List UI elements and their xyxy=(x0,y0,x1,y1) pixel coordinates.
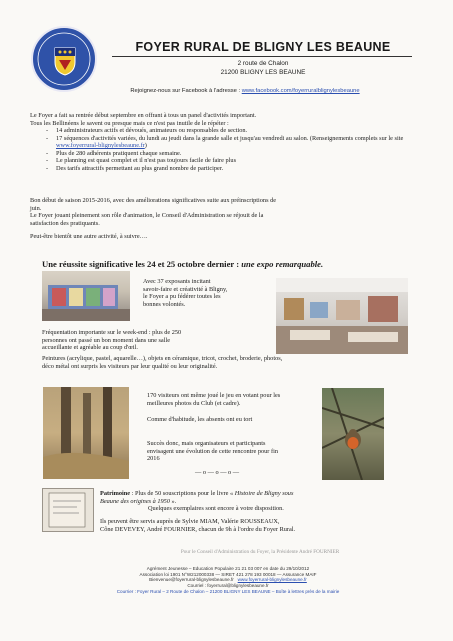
intro-line: Le Foyer a fait sa rentrée début septembre en offrant à tous un panel d'activités important. xyxy=(30,112,257,119)
section-separator: — o — o — o — xyxy=(195,469,240,476)
season-line: Bon début de saison 2015-2016, avec des améliorations significatives suite aux préinscriptions de xyxy=(30,197,277,204)
expo-line: le Foyer a pu fédérer toutes les xyxy=(143,293,221,301)
season-paragraph xyxy=(30,197,430,241)
expo-line: Avec 37 exposants incitant xyxy=(143,278,211,285)
association-name: FOYER RURAL DE BLIGNY LES BEAUNE xyxy=(135,40,391,54)
visitors-paragraph-2: Comme d'habitude, les absents ont eu tort xyxy=(147,416,253,423)
visitors-line: 2016 xyxy=(147,455,160,463)
patrimoine-line: Ils peuvent être servis auprès de Sylvie MIAM, Valérie ROUSSEAUX, xyxy=(100,518,280,525)
visitors-line: 170 visiteurs ont même joué le jeu en votant pour les xyxy=(147,392,281,399)
address-city: 21200 BLIGNY LES BEAUNE xyxy=(220,69,306,76)
expo-photo-paintings xyxy=(42,271,130,321)
list-item: - Des tarifs attractifs permettant au plus grand nombre de participer. xyxy=(42,165,412,173)
visitors-line: meilleures photos du Club (et cadre). xyxy=(147,399,241,407)
expo-line: Fréquentation importante sur le week-end : plus de 250 xyxy=(42,329,182,336)
foyer-rural-logo xyxy=(31,26,97,92)
headline-main: Une réussite significative les 24 et 25 octobre dernier : xyxy=(42,259,240,269)
footer-website-link[interactable]: www.foyerrural-blignylesbeaune.fr xyxy=(237,577,307,583)
list-item xyxy=(42,135,412,150)
expo-paragraph-1 xyxy=(143,278,273,308)
patrimoine-line: Quelques exemplaires sont encore à votre disposition. xyxy=(148,505,284,513)
visitors-line: envisagent une évolution de cette rencontre pour fin xyxy=(147,447,278,455)
photo-contest-robin xyxy=(322,388,384,480)
intro-paragraph xyxy=(30,112,430,127)
photo-contest-trees xyxy=(43,387,129,479)
book-title: Histoire de Bligny sous xyxy=(234,490,294,497)
footer-line: Agrément Jeunesse – Education Populaire 21 21 03 007 en date du 29/10/2012 xyxy=(146,566,310,571)
footer-line: Association loi 1901 N°W212000338 — SIRET 421 278 193 00018 — Assurance MAIF xyxy=(139,571,317,577)
patrimoine-text: ». xyxy=(169,497,177,505)
visitors-paragraph-1 xyxy=(147,392,317,407)
address-street: 2 route de Chalon xyxy=(237,60,289,67)
visitors-line: Succès donc, mais organisateurs et participants xyxy=(147,440,266,447)
list-item: - 14 administrateurs actifs et dévoués, animateurs ou responsables de section. xyxy=(42,127,412,135)
footer-line: Courriel : foyerrural@blignylesbeaune.fr xyxy=(187,582,269,588)
list-item-text: 17 séquences d'activités variées, du lundi au jeudi dans la grande salle et jusqu'au vendredi au salon. (Renseignements complets sur le site xyxy=(56,134,404,142)
visitors-paragraph-3 xyxy=(147,440,317,463)
season-line: Peut-être bientôt une autre activité, à suivre…. xyxy=(30,233,148,241)
patrimoine-line: Cône DEVEVEY, André FOURNIER, chacun de 9h à l'ordre du Foyer Rural. xyxy=(100,525,296,533)
patrimoine-line xyxy=(100,490,420,498)
expo-line: personnes ont passé un bon moment dans une salle xyxy=(42,336,171,344)
patrimoine-contacts xyxy=(100,518,420,533)
patrimoine-label: Patrimoine xyxy=(100,490,131,497)
header-rule xyxy=(112,56,412,57)
logo-ring xyxy=(31,26,97,92)
footer-mail-address: Courrier : Foyer Rural – 2 Route de Chalon – 21200 BLIGNY LES BEAUNE – Boîte à lettres près de la mairie xyxy=(116,589,340,595)
facebook-link[interactable]: www.facebook.com/foyerruralblignylesbeaune xyxy=(241,88,360,94)
expo-line: déco métal ont surpris les visiteurs par leur qualité ou leur originalité. xyxy=(42,362,218,370)
book-title-continued: Beaune des origines à 1950 xyxy=(100,497,170,505)
faded-signature: Pour le Conseil d'Administration du Foyer, la Présidente André FOURNIER xyxy=(180,549,340,555)
expo-paragraph-3 xyxy=(42,355,422,370)
website-link[interactable]: www.foyerrural-blignylesbeaune.fr xyxy=(56,142,145,150)
season-line: Le Foyer jouant pleinement son rôle d'animation, le Conseil d'Administration se réjouit de la xyxy=(30,212,264,220)
expo-headline xyxy=(42,259,442,269)
intro-line: Tous les Bellinéens le savent ou presque mais ce n'est pas inutile de le répéter : xyxy=(30,119,229,127)
expo-paragraph-2 xyxy=(42,329,292,352)
facebook-line xyxy=(80,88,410,94)
expo-line: Peintures (acrylique, pastel, aquarelle…), objets en céramique, tricot, crochet, broderie, photos, xyxy=(42,355,283,362)
footer-email: Bienvenue@foyerrural-blignylesbeaune.fr xyxy=(149,577,234,583)
expo-line: accueillante et agréable au coup d'œil. xyxy=(42,344,138,352)
patrimoine-paragraph xyxy=(100,490,420,513)
patrimoine-line xyxy=(100,498,420,506)
season-line: satisfaction des pratiquants. xyxy=(30,219,100,227)
activities-list xyxy=(42,127,412,173)
patrimoine-text: : Plus de 50 souscriptions pour le livre « xyxy=(130,490,234,497)
season-line: juin. xyxy=(30,204,42,212)
footer xyxy=(30,566,426,595)
list-item: - Le planning est quasi complet et il n'est pas toujours facile de faire plus xyxy=(42,157,412,165)
expo-line: bonnes volontés. xyxy=(143,300,186,308)
facebook-text: Rejoignez-nous sur Facebook à l'adresse : xyxy=(130,88,241,94)
expo-photo-hall xyxy=(276,278,408,354)
book-cover-photo xyxy=(42,488,94,532)
headline-emphasis: une expo remarquable. xyxy=(241,259,324,269)
list-item: - Plus de 280 adhérents pratiquent chaque semaine. xyxy=(42,150,412,158)
expo-line: savoir-faire et créativité à Bligny, xyxy=(143,285,228,293)
list-item-tail: ) xyxy=(144,142,147,150)
